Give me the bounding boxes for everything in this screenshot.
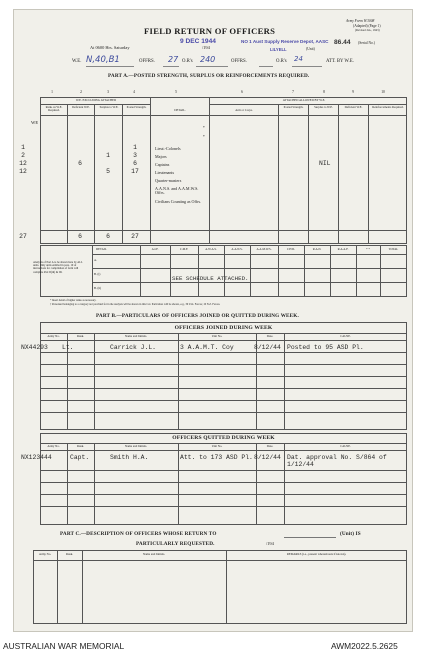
army-form-label: Army Form W.3008 [346, 19, 375, 23]
nil-value: NIL [319, 160, 331, 167]
attached-allowed-header: ATTACHED ALLOWED BY W.E. [282, 98, 326, 102]
adapted-label: (Adapted) (Page 1) [353, 24, 381, 28]
col-header: Deficient W.E. [72, 105, 90, 109]
at-hours-label: At 0600 Hrs. Saturday [90, 45, 130, 50]
we-value: N,40,B1 [86, 55, 120, 65]
total-col3: 6 [106, 233, 110, 240]
col3-value: 1 [106, 152, 110, 159]
quitted-header: Army No. [47, 444, 60, 448]
ors-label: O.R's [182, 59, 193, 64]
col1-value: 12 [19, 160, 27, 167]
detail-item: Quarter-masters [155, 178, 182, 183]
col1-value: 12 [19, 168, 27, 175]
part-c-unit-is: (Unit) IS [340, 531, 361, 537]
analysis-header: A.W.A.S. [205, 247, 217, 251]
col-number: 7 [292, 90, 294, 94]
schedule-attached: SEE SCHEDULE ATTACHED. [172, 275, 249, 282]
offrs-value: 27 [168, 55, 179, 64]
col-header: Arm or Corps. [235, 108, 253, 112]
revised-label: (Revised Jan., 1943) [355, 28, 380, 32]
quitted-date: 8/12/44 [254, 454, 281, 461]
att-by-we-label: ATT. BY W.E. [326, 59, 354, 64]
joined-rank: Lt. [62, 344, 74, 351]
col4-value: 1 [133, 144, 137, 151]
analysis-header: CIVIL [287, 247, 295, 251]
joined-header: Date. [266, 334, 274, 338]
analysis-row-label: B. (ii) [94, 286, 102, 290]
quitted-rank: Capt. [70, 454, 90, 461]
col1-value: 2 [21, 152, 25, 159]
analysis-row-label: B. (i) [94, 272, 101, 276]
detail-item: Lieutenants [155, 170, 175, 175]
col-number: 8 [323, 90, 325, 94]
joined-header: CAUSE. [340, 334, 351, 338]
col-number: 1 [51, 90, 53, 94]
offrs-label: OFFRS. [139, 59, 155, 64]
analysis-header: R.A.A.F. [337, 247, 349, 251]
total-col1: 27 [19, 233, 27, 240]
col-header: Rank on W.E. Required. [45, 105, 63, 113]
joined-header: Unit No. [211, 334, 223, 338]
lilyell-stamp: LILYELL [270, 47, 287, 52]
form-title: FIELD RETURN OF OFFICERS [144, 26, 276, 36]
analysis-header: * * [366, 247, 370, 251]
ors-value: 240 [200, 55, 216, 64]
col4-value: 6 [133, 160, 137, 167]
col-header: Surplus to W.E. [99, 105, 119, 109]
part-c-header: Rank. [65, 552, 74, 556]
date-stamp: 9 DEC 1944 [180, 38, 216, 45]
quitted-header: Date. [266, 444, 274, 448]
part-c-header: Name and Initials. [142, 552, 166, 556]
footnote-2: † Personnel belonging to a category not provided for in the analysis will be shown in this Col. Particulars will be shown, e.g., 39 U.K. Forces; 10 N.Z. Forces. [50, 303, 221, 306]
analysis-header: A.A.M.W.S. [256, 247, 272, 251]
analysis-header: DETAIL [96, 247, 107, 251]
col1-value: 1 [21, 144, 25, 151]
offrs2-label: OFFRS. [231, 59, 247, 64]
joined-army-no: NX44293 [21, 344, 48, 351]
joined-unit: 3 A.A.M.T. Coy [180, 344, 234, 351]
quitted-header: Name and Initials. [124, 444, 148, 448]
part-b-title: PART B.—PARTICULARS OF OFFICERS JOINED OR QUITTED DURING WEEK. [96, 313, 299, 319]
analysis-header: A.A.N.S. [231, 247, 243, 251]
serial-label: (Serial No.) [358, 41, 375, 45]
footnote-1: * Insert detail of higher ranks as necessary. [50, 299, 97, 302]
joined-header: Army No. [47, 334, 60, 338]
part-c-particularly: PARTICULARLY REQUESTED. [136, 541, 215, 547]
we-side-label: WE [31, 120, 39, 125]
quitted-unit: Att. to 173 ASD Pl. [180, 454, 253, 461]
col-header: Posted Strength. [283, 105, 304, 109]
we-excluding-header: W.E. EXCLUDING ATTACHED [75, 98, 117, 102]
col-number: 10 [381, 90, 385, 94]
analysis-header: R.A.N. [312, 247, 322, 251]
part-c-header: Army No. [38, 552, 52, 556]
analysis-header: TOTAL [388, 247, 399, 251]
total-col4: 27 [131, 233, 139, 240]
footer-institution: AUSTRALIAN WAR MEMORIAL [3, 641, 125, 651]
col-header: Reinforcements Required. [372, 105, 404, 109]
col-header: Posted Strength. [126, 105, 147, 109]
detail-item: Captains [155, 162, 170, 167]
year-label: /194 [202, 45, 210, 50]
quitted-cause: Dat. approval No. S/864 of 1/12/44 [287, 454, 387, 468]
quitted-header: Rank. [76, 444, 85, 448]
part-c-date: /194 [266, 541, 274, 546]
detail-item: Majors [155, 154, 167, 159]
col-header: Surplus to W.E. [314, 105, 333, 109]
quitted-name: Smith H.A. [110, 454, 149, 461]
part-c-header: REMARKS (i.e., present whereabouts if known). [286, 552, 347, 556]
joined-cause: Posted to 95 ASD Pl. [287, 344, 364, 351]
analysis-header: A.I.F. [151, 247, 159, 251]
analysis-row-label: A. [94, 258, 97, 262]
joined-title: OFFICERS JOINED DURING WEEK [174, 325, 273, 331]
col-number: 3 [107, 90, 109, 94]
col3-value: 5 [106, 168, 110, 175]
unit-stamp: NO 1 Aust Supply Reserve Depot, AASC [241, 39, 329, 44]
col-number: 9 [352, 90, 354, 94]
ors2-value: 24 [294, 55, 303, 63]
quitted-army-no: NX123444 [21, 454, 52, 461]
part-a-title: PART A.—POSTED STRENGTH, SURPLUS OR REINFORCEMENTS REQUIRED. [108, 73, 310, 79]
col-number: 5 [175, 90, 177, 94]
col-header: Deficient W.E. [344, 105, 363, 109]
form-sheet: FIELD RETURN OF OFFICERS Army Form W.3008 (Adapted) (Page 1) (Revised Jan., 1943) At 0600 Hrs. Saturday 9 DEC 1944 /194 NO 1 Aust Supply Reserve Depot, AASC LILYELL (Unit) 86.44 (Serial No.) W.E. N,40,B1 OFFRS. 27 O.R's 240 OFFRS. O.R's 24 ATT. BY W.E. PART A.—POSTED STRENGTH, SURPLUS OR REINFORCEMENTS REQUIRED. 1 2 3 4 5 6 7 8 9 10 W.E. EXCLUDING ATTACHED ATTACHED ALLOWED BY W.E. WE Rank on W.E. Required. Deficient W.E. Surplus to W.E. Posted Strength. DETAIL. Arm or Corps. Posted Strength. Surplus to W.E. Deficient W.E. Reinforcements Required. Lieut.-Colonels Majors Captains Lieutenants Quarter-masters A.A.N.S. and A.A.M.W.S. Offrs. Civilians Counting as Offrs. * * 1 2 12 12 6 1 5 1 3 6 17 NIL 27 6 6 27 Analysis of Part A to be shown here by ALL units. Only units entitled in para. 19 of instructions for compilation of form will complete Part II(iii) & III. DETAIL A.I.F. C.M.F. A.W.A.S. A.A.N.S. A.A.M.W.S. CIVIL R.A.N. R.A.A.F. * * TOTAL A. B. (i) B. (ii) SEE SCHEDULE ATTACHED. * Insert detail of higher ranks as necessary. † Personnel belonging to a category not provided for in the analysis will be shown in this Col. Particulars will be shown, e.g., 39 U.K. Forces; 10 N.Z. Forces. PART B.—PARTICULARS OF OFFICERS JOINED OR QUITTED DURING WEEK. OFFICERS JOINED DURING WEEK Army No. Rank. Name and Initials. Unit No. Date. CAUSE. NX44293 Lt. Carrick J.L. 3 A.A.M.T. Coy 8/12/44 Posted to 95 ASD Pl. OFFICERS QUITTED DURING WEEK Army No. Rank. Name and Initials. Unit No. Date. CAUSE. NX123444 Capt. Smith H.A. Att. to 173 ASD Pl. 8/12/44 Dat. approval No. S/864 of 1/12/44 PART C.—DESCRIPTION OF OFFICERS WHOSE RETURN TO (Unit) IS PARTICULARLY REQUESTED. /194 Army No. Rank. Name and Initials. REMARKS (i.e., present whereabouts if known). [13, 9, 413, 632]
detail-item: A.A.N.S. and A.A.M.W.S. Offrs. [155, 186, 199, 195]
part-c-title: PART C.—DESCRIPTION OF OFFICERS WHOSE RETURN TO [60, 531, 217, 537]
col-number: 2 [80, 90, 82, 94]
ors2-label: O.R's [276, 59, 287, 64]
analysis-note: Analysis of Part A to be shown here by ALL units. Only units entitled in para. 19 of instructions for compilation of form will complete Part II(iii) & III. [33, 261, 83, 274]
detail-item: Lieut.-Colonels [155, 146, 181, 151]
footer-accession: AWM2022.5.2625 [331, 641, 398, 651]
col2-value: 6 [78, 160, 82, 167]
detail-item: Civilians Counting as Offrs. [155, 199, 202, 204]
quitted-header: CAUSE. [340, 444, 351, 448]
col-header: DETAIL. [174, 108, 186, 112]
col4-value: 17 [131, 168, 139, 175]
col4-value: 3 [133, 152, 137, 159]
joined-name: Carrick J.L. [110, 344, 157, 351]
part-a-table [40, 97, 407, 244]
joined-header: Name and Initials. [124, 334, 148, 338]
analysis-header: C.M.F. [179, 247, 189, 251]
total-col2: 6 [78, 233, 82, 240]
serial-value: 86.44 [334, 39, 351, 46]
unit-label: (Unit) [306, 47, 315, 51]
col-number: 4 [133, 90, 135, 94]
col-number: 6 [241, 90, 243, 94]
we-label: W.E. [72, 59, 82, 64]
part-c-table [33, 550, 407, 624]
joined-header: Rank. [76, 334, 85, 338]
quitted-title: OFFICERS QUITTED DURING WEEK [172, 435, 275, 441]
joined-date: 8/12/44 [254, 344, 281, 351]
quitted-header: Unit No. [211, 444, 223, 448]
